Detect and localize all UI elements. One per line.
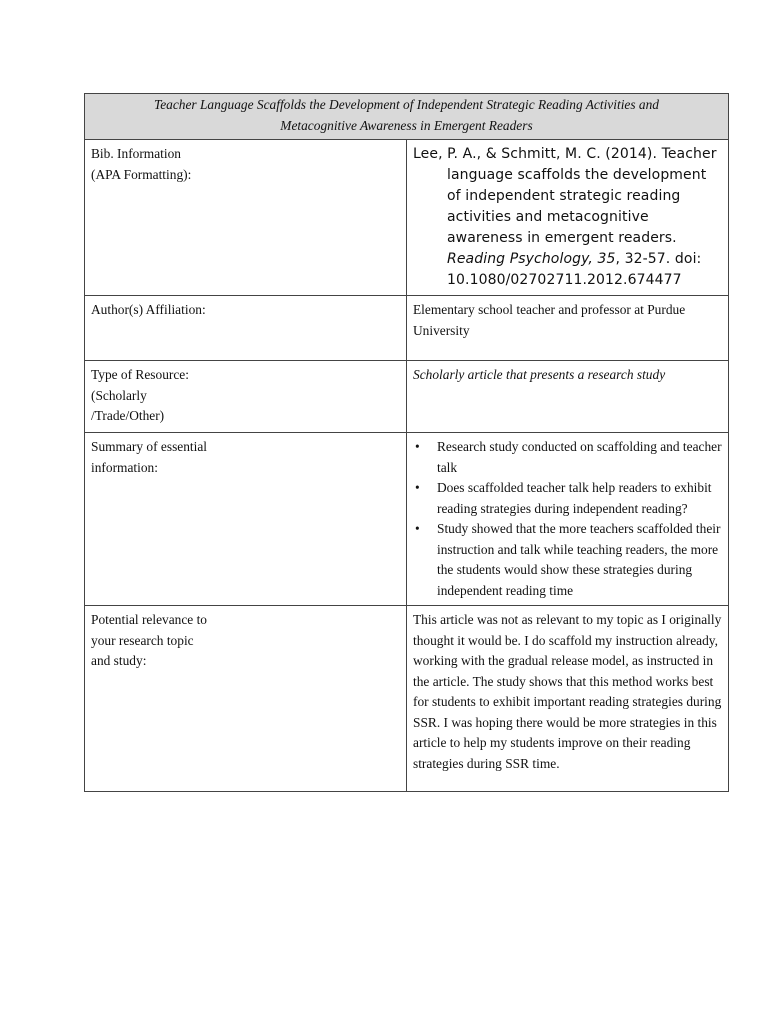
relevance-label-line-2: your research topic (91, 632, 194, 648)
bib-info-label (85, 140, 407, 296)
citation-text (413, 144, 722, 291)
resource-type-row (85, 361, 729, 433)
bullet-icon: • (415, 521, 420, 536)
summary-list (413, 437, 722, 601)
summary-item (413, 437, 722, 478)
bib-citation (407, 140, 729, 296)
resource-type-value: Scholarly article that presents a research study (407, 361, 729, 433)
bib-info-label-line-1: Bib. Information (91, 146, 182, 161)
article-title (85, 94, 729, 140)
relevance-content (407, 606, 729, 792)
resource-type-label-line-3: /Trade/Other) (91, 408, 165, 423)
affiliation-row (85, 296, 729, 361)
summary-item (413, 519, 722, 601)
bullet-icon: • (415, 480, 420, 495)
relevance-label (85, 606, 407, 792)
summary-label (85, 433, 407, 606)
article-title-line-2: Metacognitive Awareness in Emergent Readers (280, 117, 533, 133)
summary-row (85, 433, 729, 606)
affiliation-label: Author(s) Affiliation: (85, 296, 407, 361)
resource-type-label-line-1: Type of Resource: (91, 367, 189, 382)
relevance-label-line-3: and study: (91, 653, 147, 668)
relevance-row (85, 606, 729, 792)
summary-item-text: Study showed that the more teachers scaffolded their instruction and talk while teaching readers, the more the students would show these strategies during independent reading time (437, 521, 721, 598)
resource-type-label (85, 361, 407, 433)
bullet-icon: • (415, 439, 420, 454)
citation-part-1: Lee, P. A., & Schmitt, M. C. (2014). Teacher language scaffolds the development of independent strategic reading activities and metacognitive awareness in emergent readers. (413, 146, 717, 246)
relevance-label-line-1: Potential relevance to (91, 612, 208, 627)
title-row (85, 94, 729, 140)
relevance-text: This article was not as relevant to my topic as I originally thought it would be. I do scaffold my instruction already, working with the gradual release model, as instructed in the article. The study shows that this method works best for students to exhibit important reading strategies during SSR. I was hoping there would be more strategies in this article to help my students improve on their reading strategies during SSR time. (413, 612, 722, 771)
summary-item (413, 478, 722, 519)
summary-label-line-2: information: (91, 459, 158, 475)
summary-content (407, 433, 729, 606)
summary-item-text: Does scaffolded teacher talk help readers to exhibit reading strategies during independent reading? (437, 480, 712, 516)
bib-info-row (85, 140, 729, 296)
summary-item-text: Research study conducted on scaffolding and teacher talk (437, 439, 722, 475)
resource-type-label-line-2: (Scholarly (91, 387, 147, 403)
affiliation-value: Elementary school teacher and professor at Purdue University (407, 296, 729, 361)
annotated-bibliography-table (84, 93, 729, 792)
bib-info-label-line-2: (APA Formatting): (91, 166, 192, 182)
article-title-line-1: Teacher Language Scaffolds the Development of Independent Strategic Reading Activities and (153, 97, 660, 112)
summary-label-line-1: Summary of essential (91, 439, 208, 454)
citation-journal: Reading Psychology, 35 (447, 251, 616, 267)
citation-part-2: , 32-57. doi: 10.1080/02702711.2012.674477 (447, 251, 702, 288)
